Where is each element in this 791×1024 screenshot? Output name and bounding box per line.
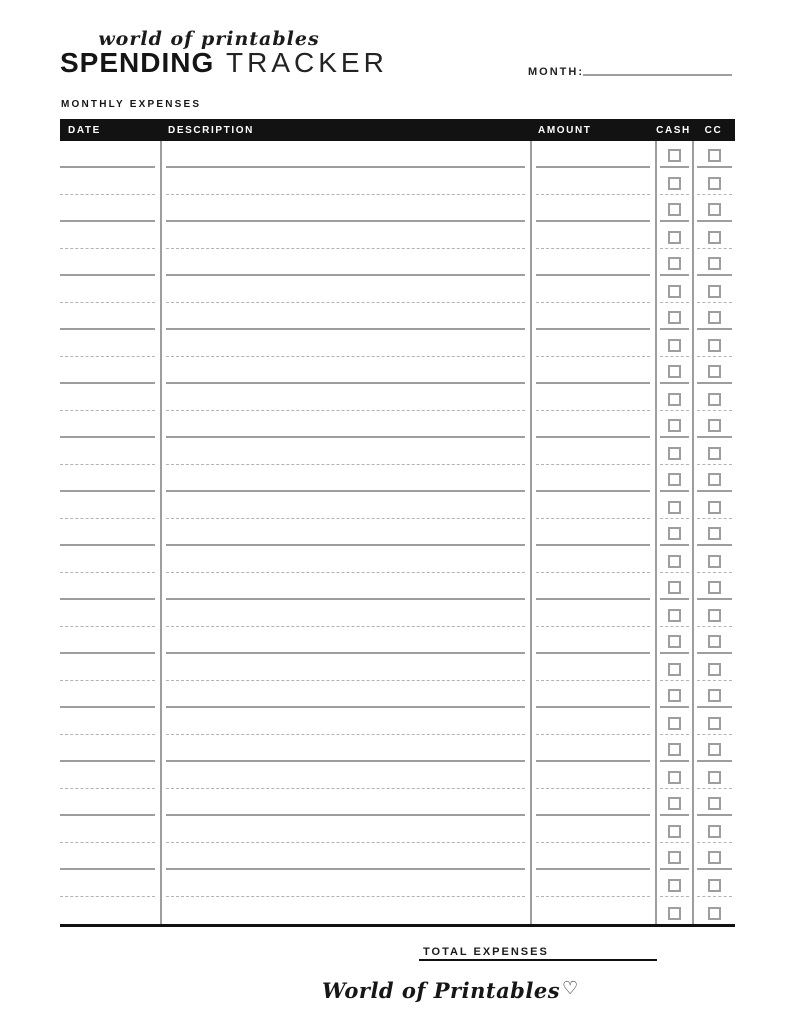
heart-icon: ♡ <box>562 978 579 999</box>
cc-cell <box>692 411 735 438</box>
table-row <box>60 762 735 789</box>
cc-cell <box>692 303 735 330</box>
date-field[interactable] <box>60 303 160 330</box>
amount-field[interactable] <box>530 897 655 924</box>
cash-cell <box>655 330 692 357</box>
cc-cell <box>692 492 735 519</box>
cash-cell <box>655 303 692 330</box>
date-field[interactable] <box>60 141 160 168</box>
cc-checkbox[interactable] <box>708 743 721 756</box>
table-row <box>60 843 735 870</box>
month-label: MONTH: <box>528 66 584 78</box>
date-field[interactable] <box>60 708 160 735</box>
cc-cell <box>692 681 735 708</box>
amount-field[interactable] <box>530 519 655 546</box>
cc-cell <box>692 519 735 546</box>
cash-checkbox[interactable] <box>668 447 681 460</box>
table-body <box>60 141 735 924</box>
description-field[interactable] <box>160 762 530 789</box>
table-row <box>60 735 735 762</box>
table-row <box>60 303 735 330</box>
description-field[interactable] <box>160 708 530 735</box>
date-field[interactable] <box>60 654 160 681</box>
cash-cell <box>655 600 692 627</box>
cc-cell <box>692 465 735 492</box>
cc-checkbox[interactable] <box>708 717 721 730</box>
column-header-cash: CASH <box>656 124 691 136</box>
cc-cell <box>692 438 735 465</box>
cc-cell <box>692 249 735 276</box>
cash-checkbox[interactable] <box>668 907 681 920</box>
description-field[interactable] <box>160 384 530 411</box>
cash-cell <box>655 168 692 195</box>
column-header-cc: CC <box>704 124 723 136</box>
date-field[interactable] <box>60 222 160 249</box>
cash-checkbox[interactable] <box>668 635 681 648</box>
cc-cell <box>692 627 735 654</box>
description-field[interactable] <box>160 870 530 897</box>
cash-checkbox[interactable] <box>668 527 681 540</box>
brand-script: world of printables <box>98 28 320 50</box>
description-field[interactable] <box>160 222 530 249</box>
cc-cell <box>692 789 735 816</box>
date-field[interactable] <box>60 492 160 519</box>
amount-field[interactable] <box>530 168 655 195</box>
cc-cell <box>692 573 735 600</box>
table-row <box>60 141 735 168</box>
amount-field[interactable] <box>530 870 655 897</box>
table-row <box>60 816 735 843</box>
page-title-light: TRACKER <box>226 47 388 78</box>
cash-cell <box>655 681 692 708</box>
cc-cell <box>692 816 735 843</box>
date-field[interactable] <box>60 411 160 438</box>
description-field[interactable] <box>160 492 530 519</box>
cash-cell <box>655 789 692 816</box>
amount-field[interactable] <box>530 816 655 843</box>
cc-checkbox[interactable] <box>708 473 721 486</box>
cash-cell <box>655 762 692 789</box>
date-field[interactable] <box>60 789 160 816</box>
cc-cell <box>692 870 735 897</box>
amount-field[interactable] <box>530 762 655 789</box>
amount-field[interactable] <box>530 789 655 816</box>
cc-cell <box>692 735 735 762</box>
amount-field[interactable] <box>530 708 655 735</box>
cc-checkbox[interactable] <box>708 663 721 676</box>
date-field[interactable] <box>60 195 160 222</box>
cash-checkbox[interactable] <box>668 203 681 216</box>
description-field[interactable] <box>160 789 530 816</box>
brand-logo <box>322 978 579 1003</box>
description-field[interactable] <box>160 249 530 276</box>
table-row <box>60 438 735 465</box>
cc-checkbox[interactable] <box>708 907 721 920</box>
cc-checkbox[interactable] <box>708 635 721 648</box>
cash-checkbox[interactable] <box>668 365 681 378</box>
column-header-date: DATE <box>68 124 101 136</box>
cash-cell <box>655 384 692 411</box>
amount-field[interactable] <box>530 600 655 627</box>
cc-checkbox[interactable] <box>708 419 721 432</box>
cash-checkbox[interactable] <box>668 717 681 730</box>
cash-checkbox[interactable] <box>668 771 681 784</box>
cash-cell <box>655 654 692 681</box>
description-field[interactable] <box>160 411 530 438</box>
amount-field[interactable] <box>530 735 655 762</box>
table-row <box>60 573 735 600</box>
date-field[interactable] <box>60 519 160 546</box>
cash-cell <box>655 870 692 897</box>
amount-field[interactable] <box>530 384 655 411</box>
table-row <box>60 330 735 357</box>
amount-field[interactable] <box>530 627 655 654</box>
table-row <box>60 546 735 573</box>
description-field[interactable] <box>160 357 530 384</box>
description-field[interactable] <box>160 654 530 681</box>
description-field[interactable] <box>160 735 530 762</box>
amount-field[interactable] <box>530 357 655 384</box>
cash-checkbox[interactable] <box>668 473 681 486</box>
cash-cell <box>655 249 692 276</box>
cc-checkbox[interactable] <box>708 689 721 702</box>
table-row <box>60 276 735 303</box>
cash-cell <box>655 546 692 573</box>
cc-cell <box>692 195 735 222</box>
cash-cell <box>655 357 692 384</box>
amount-field[interactable] <box>530 843 655 870</box>
date-field[interactable] <box>60 546 160 573</box>
description-field[interactable] <box>160 546 530 573</box>
amount-field[interactable] <box>530 303 655 330</box>
cash-checkbox[interactable] <box>668 257 681 270</box>
amount-field[interactable] <box>530 411 655 438</box>
cc-cell <box>692 546 735 573</box>
cash-cell <box>655 438 692 465</box>
table-row <box>60 465 735 492</box>
cc-checkbox[interactable] <box>708 177 721 190</box>
amount-field[interactable] <box>530 276 655 303</box>
date-field[interactable] <box>60 330 160 357</box>
cash-cell <box>655 573 692 600</box>
table-row <box>60 627 735 654</box>
amount-field[interactable] <box>530 546 655 573</box>
cash-checkbox[interactable] <box>668 663 681 676</box>
description-field[interactable] <box>160 168 530 195</box>
cash-checkbox[interactable] <box>668 311 681 324</box>
cash-checkbox[interactable] <box>668 285 681 298</box>
table-row <box>60 195 735 222</box>
description-field[interactable] <box>160 438 530 465</box>
cc-cell <box>692 330 735 357</box>
amount-field[interactable] <box>530 222 655 249</box>
cc-checkbox[interactable] <box>708 825 721 838</box>
section-label: MONTHLY EXPENSES <box>61 99 202 110</box>
date-field[interactable] <box>60 384 160 411</box>
cc-cell <box>692 276 735 303</box>
date-field[interactable] <box>60 465 160 492</box>
cc-checkbox[interactable] <box>708 149 721 162</box>
cc-checkbox[interactable] <box>708 581 721 594</box>
description-field[interactable] <box>160 303 530 330</box>
table-row <box>60 357 735 384</box>
total-expenses-line[interactable] <box>419 947 657 961</box>
cc-cell <box>692 357 735 384</box>
date-field[interactable] <box>60 600 160 627</box>
table-row <box>60 789 735 816</box>
date-field[interactable] <box>60 438 160 465</box>
table-row <box>60 249 735 276</box>
column-header-description: DESCRIPTION <box>168 124 254 136</box>
cc-cell <box>692 654 735 681</box>
cc-checkbox[interactable] <box>708 797 721 810</box>
cc-cell <box>692 222 735 249</box>
description-field[interactable] <box>160 330 530 357</box>
table-row <box>60 681 735 708</box>
table-row <box>60 222 735 249</box>
cc-checkbox[interactable] <box>708 203 721 216</box>
cc-checkbox[interactable] <box>708 339 721 352</box>
cc-checkbox[interactable] <box>708 851 721 864</box>
cash-cell <box>655 222 692 249</box>
cash-cell <box>655 627 692 654</box>
cash-cell <box>655 276 692 303</box>
page-title <box>60 48 388 78</box>
description-field[interactable] <box>160 897 530 924</box>
table-row <box>60 870 735 897</box>
brand-logo-text: World of Printables <box>322 978 561 1003</box>
cash-checkbox[interactable] <box>668 177 681 190</box>
cash-checkbox[interactable] <box>668 851 681 864</box>
cash-checkbox[interactable] <box>668 149 681 162</box>
cc-checkbox[interactable] <box>708 555 721 568</box>
column-header-amount: AMOUNT <box>538 124 592 136</box>
cash-checkbox[interactable] <box>668 419 681 432</box>
cc-checkbox[interactable] <box>708 527 721 540</box>
cc-checkbox[interactable] <box>708 285 721 298</box>
cc-checkbox[interactable] <box>708 311 721 324</box>
table-row <box>60 708 735 735</box>
table-header-row <box>60 119 735 141</box>
description-field[interactable] <box>160 195 530 222</box>
description-field[interactable] <box>160 573 530 600</box>
cash-checkbox[interactable] <box>668 231 681 244</box>
date-field[interactable] <box>60 357 160 384</box>
cc-checkbox[interactable] <box>708 231 721 244</box>
cash-cell <box>655 519 692 546</box>
cc-checkbox[interactable] <box>708 501 721 514</box>
date-field[interactable] <box>60 870 160 897</box>
cc-checkbox[interactable] <box>708 879 721 892</box>
description-field[interactable] <box>160 600 530 627</box>
date-field[interactable] <box>60 249 160 276</box>
month-input-line[interactable] <box>583 62 732 76</box>
amount-field[interactable] <box>530 438 655 465</box>
cc-cell <box>692 897 735 924</box>
date-field[interactable] <box>60 897 160 924</box>
cash-cell <box>655 816 692 843</box>
cash-checkbox[interactable] <box>668 555 681 568</box>
cash-checkbox[interactable] <box>668 689 681 702</box>
page-title-bold: SPENDING <box>60 47 215 78</box>
amount-field[interactable] <box>530 681 655 708</box>
cc-cell <box>692 762 735 789</box>
cc-cell <box>692 384 735 411</box>
cash-cell <box>655 141 692 168</box>
cash-cell <box>655 195 692 222</box>
cc-checkbox[interactable] <box>708 257 721 270</box>
table-row <box>60 600 735 627</box>
description-field[interactable] <box>160 843 530 870</box>
cash-checkbox[interactable] <box>668 743 681 756</box>
table-row <box>60 168 735 195</box>
cash-checkbox[interactable] <box>668 393 681 406</box>
cash-checkbox[interactable] <box>668 879 681 892</box>
cash-cell <box>655 735 692 762</box>
date-field[interactable] <box>60 573 160 600</box>
total-expenses-label: TOTAL EXPENSES <box>423 946 549 958</box>
cc-checkbox[interactable] <box>708 447 721 460</box>
description-field[interactable] <box>160 681 530 708</box>
description-field[interactable] <box>160 465 530 492</box>
cash-cell <box>655 411 692 438</box>
date-field[interactable] <box>60 276 160 303</box>
cash-cell <box>655 843 692 870</box>
description-field[interactable] <box>160 141 530 168</box>
amount-field[interactable] <box>530 465 655 492</box>
date-field[interactable] <box>60 681 160 708</box>
description-field[interactable] <box>160 276 530 303</box>
amount-field[interactable] <box>530 573 655 600</box>
date-field[interactable] <box>60 627 160 654</box>
date-field[interactable] <box>60 816 160 843</box>
cc-checkbox[interactable] <box>708 609 721 622</box>
amount-field[interactable] <box>530 195 655 222</box>
table-row <box>60 492 735 519</box>
description-field[interactable] <box>160 519 530 546</box>
date-field[interactable] <box>60 735 160 762</box>
amount-field[interactable] <box>530 330 655 357</box>
date-field[interactable] <box>60 843 160 870</box>
cc-cell <box>692 843 735 870</box>
cash-checkbox[interactable] <box>668 501 681 514</box>
table-row <box>60 519 735 546</box>
amount-field[interactable] <box>530 492 655 519</box>
description-field[interactable] <box>160 627 530 654</box>
cc-checkbox[interactable] <box>708 771 721 784</box>
cash-cell <box>655 897 692 924</box>
cc-cell <box>692 600 735 627</box>
cc-cell <box>692 141 735 168</box>
cc-checkbox[interactable] <box>708 365 721 378</box>
cash-checkbox[interactable] <box>668 825 681 838</box>
amount-field[interactable] <box>530 249 655 276</box>
cash-checkbox[interactable] <box>668 339 681 352</box>
cash-cell <box>655 492 692 519</box>
amount-field[interactable] <box>530 654 655 681</box>
table-row <box>60 897 735 924</box>
table-row <box>60 411 735 438</box>
date-field[interactable] <box>60 168 160 195</box>
date-field[interactable] <box>60 762 160 789</box>
amount-field[interactable] <box>530 141 655 168</box>
table-row <box>60 654 735 681</box>
cc-checkbox[interactable] <box>708 393 721 406</box>
table-row <box>60 384 735 411</box>
cash-checkbox[interactable] <box>668 797 681 810</box>
cash-checkbox[interactable] <box>668 581 681 594</box>
cash-checkbox[interactable] <box>668 609 681 622</box>
description-field[interactable] <box>160 816 530 843</box>
cc-cell <box>692 708 735 735</box>
cash-cell <box>655 708 692 735</box>
cash-cell <box>655 465 692 492</box>
expenses-table <box>60 119 735 927</box>
cc-cell <box>692 168 735 195</box>
